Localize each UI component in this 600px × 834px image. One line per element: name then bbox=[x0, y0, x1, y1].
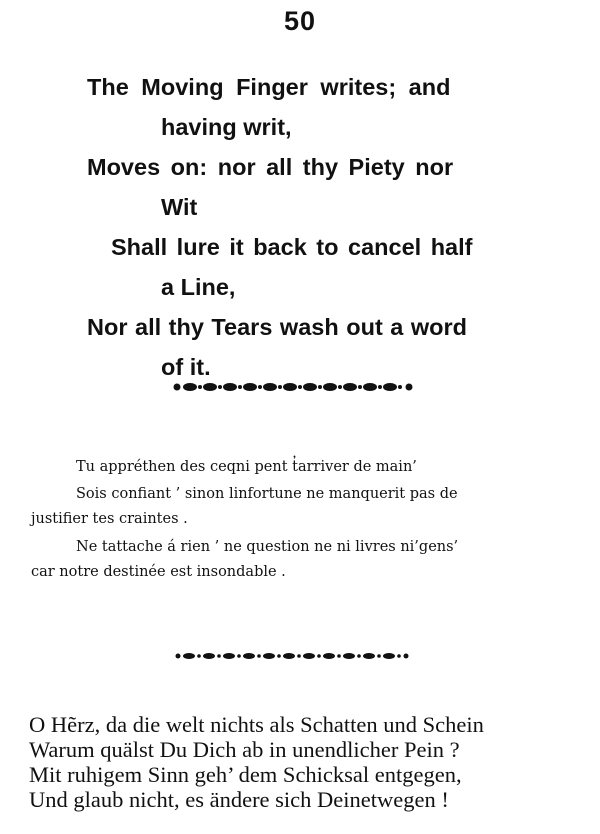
verse-line: Wit bbox=[161, 194, 198, 220]
verse-line: O Hẽrz, da die welt nichts als Schatten und Schein bbox=[29, 712, 484, 737]
page-number: 50 bbox=[283, 6, 317, 36]
verse-line: Warum quälst Du Dich ab in unendlicher Pein ? bbox=[29, 737, 460, 762]
verse-line: Shall lure it back to cancel half bbox=[111, 234, 473, 260]
verse-line: justifier tes craintes . bbox=[31, 511, 188, 527]
ornament-divider bbox=[172, 380, 414, 394]
verse-line: Mit ruhigem Sinn geh’ dem Schicksal entgegen, bbox=[29, 762, 462, 787]
verse-line: of it. bbox=[161, 354, 211, 380]
verse-line: Sois confiant ’ sinon linfortune ne manquerit pas de bbox=[76, 486, 458, 502]
verse-line: Ne tattache á rien ’ ne question ne ni livres ni’gens’ bbox=[76, 539, 459, 555]
verse-line: The Moving Finger writes; and bbox=[87, 74, 451, 100]
verse-line: having writ, bbox=[161, 114, 292, 140]
verse-line: car notre destinée est insondable . bbox=[31, 564, 286, 580]
verse-line: Moves on: nor all thy Piety nor bbox=[87, 154, 454, 180]
verse-line: Tu appréthen des ceqni pent t̓arriver de main’ bbox=[76, 459, 417, 475]
verse-line: Nor all thy Tears wash out a word bbox=[87, 314, 468, 340]
verse-line: a Line, bbox=[161, 274, 236, 300]
verse-line: Und glaub nicht, es ändere sich Deinetwegen ! bbox=[29, 787, 449, 812]
ornament-divider-small bbox=[174, 650, 410, 662]
